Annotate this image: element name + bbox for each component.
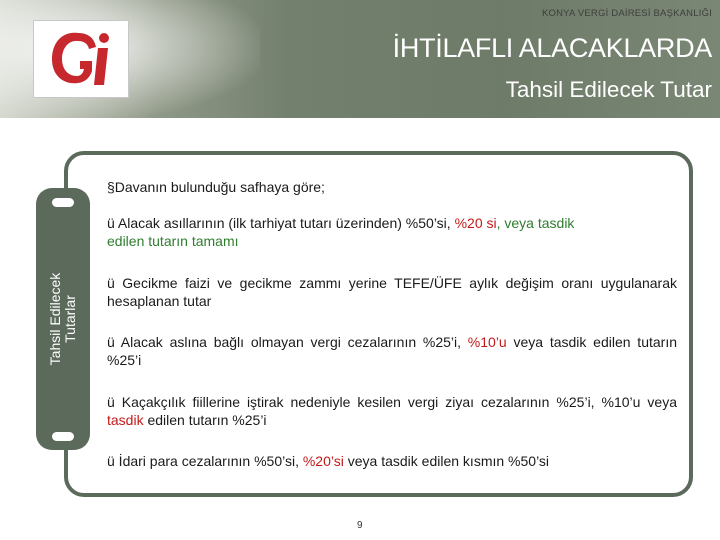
list-item-text-tail: veya tasdik edilen kısmın %50’si xyxy=(343,453,550,469)
list-item xyxy=(107,274,677,310)
list-item xyxy=(107,393,677,429)
list-item-highlight: %10’u xyxy=(467,334,507,350)
list-item-text: ü Alacak asıllarının (ilk tarhiyat tutarı üzerinden) %50’si, xyxy=(107,215,455,231)
list-item-text-tail: edilen tutarın %25’i xyxy=(143,412,267,428)
side-tab-label xyxy=(48,209,78,429)
gib-logo-icon xyxy=(34,21,128,97)
side-tab-label-line2: Tutarlar xyxy=(62,295,78,343)
list-item-highlight: %20’si xyxy=(302,453,344,469)
side-tab-bottom-handle xyxy=(52,432,74,441)
list-item-text-line2: edilen tutarın tamamı xyxy=(107,233,239,249)
content-panel xyxy=(64,151,693,497)
list-item-text: ü Gecikme faizi ve gecikme zammı yerine TEFE/ÜFE aylık değişim oranı uygulanarak hesaplanan tutar xyxy=(107,275,677,309)
page-subtitle: Tahsil Edilecek Tutar xyxy=(505,77,712,102)
list-item-highlight: tasdik xyxy=(107,412,144,428)
list-item-text: ü Kaçakçılık fiillerine iştirak nedeniyle kesilen vergi ziyaı cezalarının %25’i, %10’u veya xyxy=(107,394,677,410)
list-item-text: ü Alacak aslına bağlı olmayan vergi cezalarının %25’i, xyxy=(107,334,468,350)
list-item-highlight: %20 si xyxy=(454,215,497,231)
side-tab-label-line1: Tahsil Edilecek xyxy=(47,272,63,366)
lead-text: §Davanın bulunduğu safhaya göre; xyxy=(107,179,325,195)
page-title: İHTİLAFLI ALACAKLARDA xyxy=(392,33,712,63)
header-divider xyxy=(0,118,720,140)
list-item xyxy=(107,452,677,470)
list-item-highlight-alt: , veya tasdik xyxy=(496,215,575,231)
page-number: 9 xyxy=(357,520,363,531)
side-tab-top-handle xyxy=(52,198,74,207)
list-item-text: ü İdari para cezalarının %50’si, xyxy=(107,453,303,469)
list-item xyxy=(107,214,677,250)
agency-name: KONYA VERGİ DAİRESİ BAŞKANLIĞI xyxy=(541,8,712,19)
gib-logo xyxy=(33,20,129,98)
list-item xyxy=(107,333,677,369)
list-item-text-tail: veya tasdik edilen tutarın %25’i xyxy=(107,334,677,368)
